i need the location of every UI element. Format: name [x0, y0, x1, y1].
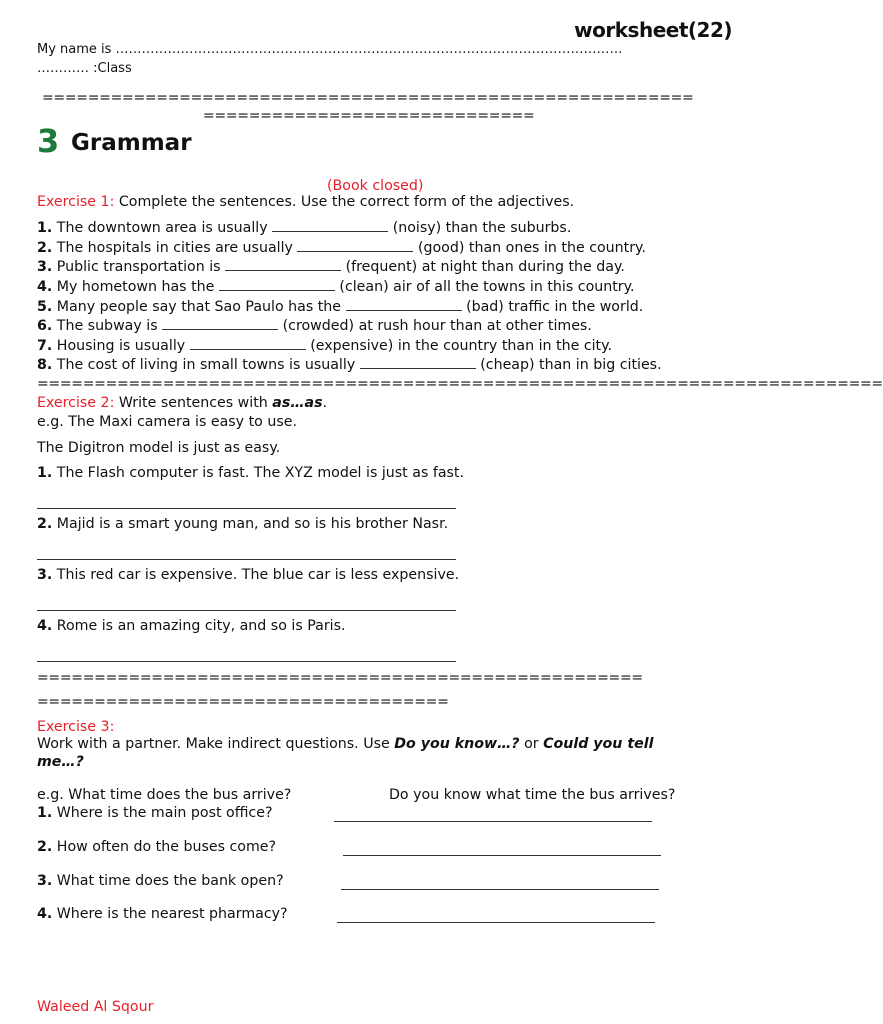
ex2-instruction-end: . — [322, 395, 328, 411]
item-number: 5. — [37, 299, 53, 315]
ex3-example-question: e.g. What time does the bus arrive? — [37, 787, 292, 803]
item-text: Rome is an amazing city, and so is Paris. — [56, 618, 346, 634]
item-text: This red car is expensive. The blue car is less expensive. — [56, 567, 460, 583]
item-text-before: Housing is usually — [56, 338, 186, 354]
ex3-example-answer: Do you know what time the bus arrives? — [389, 787, 676, 803]
item-text-after: (noisy) than the suburbs. — [392, 220, 572, 236]
author-name: Waleed Al Sqour — [37, 999, 154, 1015]
ex3-bold-could-you-tell: Could you tell — [543, 736, 654, 752]
ex2-item — [37, 465, 464, 481]
ex3-or: or — [524, 736, 539, 752]
item-number: 2. — [37, 839, 53, 855]
item-text-after: (crowded) at rush hour than at other times. — [282, 318, 592, 334]
item-text: The Flash computer is fast. The XYZ model is just as fast. — [56, 465, 464, 481]
ex2-label: Exercise 2: — [37, 395, 115, 411]
item-text-after: (cheap) than in big cities. — [480, 357, 662, 373]
answer-blank[interactable] — [219, 278, 335, 291]
item-number: 4. — [37, 906, 53, 922]
ex1-item — [37, 278, 635, 295]
ex2-item — [37, 567, 459, 583]
answer-line[interactable] — [341, 889, 659, 890]
ex2-example: e.g. The Maxi camera is easy to use. — [37, 414, 297, 430]
answer-blank[interactable] — [297, 239, 413, 252]
item-number: 8. — [37, 357, 53, 373]
item-text: Majid is a smart young man, and so is his brother Nasr. — [56, 516, 449, 532]
answer-line[interactable] — [37, 559, 456, 560]
answer-line[interactable] — [37, 661, 456, 662]
item-text: What time does the bank open? — [56, 873, 284, 889]
ex1-heading — [37, 194, 574, 210]
item-number: 3. — [37, 873, 53, 889]
ex1-instruction: Complete the sentences. Use the correct form of the adjectives. — [118, 194, 575, 210]
unit-number: 3 — [37, 122, 60, 160]
item-number: 2. — [37, 240, 53, 256]
ex1-item — [37, 239, 646, 256]
item-number: 4. — [37, 618, 53, 634]
separator: ========================================================= — [42, 90, 694, 106]
item-number: 6. — [37, 318, 53, 334]
separator: ===================================================== — [37, 670, 643, 686]
ex1-item — [37, 356, 662, 373]
item-text: Where is the main post office? — [56, 805, 273, 821]
item-number: 7. — [37, 338, 53, 354]
item-text-before: My hometown has the — [56, 279, 215, 295]
item-text: How often do the buses come? — [56, 839, 277, 855]
separator: ============================= — [203, 108, 535, 124]
answer-blank[interactable] — [272, 219, 388, 232]
unit-title: Grammar — [71, 130, 192, 156]
ex3-item — [37, 873, 284, 889]
answer-blank[interactable] — [346, 298, 462, 311]
ex3-label: Exercise 3: — [37, 719, 115, 735]
class-line: ………… :Class — [37, 61, 132, 76]
ex3-instruction — [37, 736, 653, 752]
ex1-item — [37, 317, 592, 334]
answer-line[interactable] — [37, 610, 456, 611]
item-number: 4. — [37, 279, 53, 295]
item-text-after: (bad) traffic in the world. — [466, 299, 644, 315]
item-text-before: The cost of living in small towns is usually — [56, 357, 356, 373]
ex2-instruction-bold: as…as — [272, 395, 323, 411]
item-text-before: The downtown area is usually — [56, 220, 268, 236]
item-text: Where is the nearest pharmacy? — [56, 906, 288, 922]
ex1-item — [37, 219, 571, 236]
ex3-item — [37, 805, 273, 821]
item-number: 3. — [37, 567, 53, 583]
item-text-before: Public transportation is — [56, 259, 221, 275]
item-number: 1. — [37, 465, 53, 481]
separator: ========================================================================== — [37, 376, 883, 392]
item-number: 2. — [37, 516, 53, 532]
worksheet-title: worksheet(22) — [574, 18, 732, 42]
ex2-instruction: Write sentences with — [118, 395, 268, 411]
ex3-bold-do-you-know: Do you know…? — [394, 736, 520, 752]
ex1-item — [37, 337, 612, 354]
item-text-after: (good) than ones in the country. — [417, 240, 646, 256]
answer-line[interactable] — [337, 922, 655, 923]
answer-line[interactable] — [343, 855, 661, 856]
ex2-item — [37, 618, 346, 634]
item-text-after: (expensive) in the country than in the city. — [310, 338, 613, 354]
ex3-bold-me: me…? — [37, 754, 84, 770]
book-closed-note: (Book closed) — [327, 178, 424, 194]
ex2-example: The Digitron model is just as easy. — [37, 440, 281, 456]
answer-blank[interactable] — [225, 258, 341, 271]
ex3-item — [37, 839, 276, 855]
ex3-item — [37, 906, 288, 922]
name-line: My name is ……………………………………………………………………………………………………… — [37, 42, 623, 57]
item-text-before: Many people say that Sao Paulo has the — [56, 299, 342, 315]
ex1-label: Exercise 1: — [37, 194, 115, 210]
item-number: 1. — [37, 805, 53, 821]
answer-blank[interactable] — [162, 317, 278, 330]
ex2-item — [37, 516, 448, 532]
item-number: 3. — [37, 259, 53, 275]
answer-blank[interactable] — [360, 356, 476, 369]
item-text-before: The hospitals in cities are usually — [56, 240, 293, 256]
item-text-after: (clean) air of all the towns in this country. — [339, 279, 635, 295]
ex2-heading — [37, 395, 327, 411]
answer-blank[interactable] — [190, 337, 306, 350]
item-text-after: (frequent) at night than during the day. — [345, 259, 625, 275]
answer-line[interactable] — [334, 821, 652, 822]
ex1-item — [37, 258, 625, 275]
separator: ==================================== — [37, 694, 449, 710]
item-number: 1. — [37, 220, 53, 236]
ex3-instruction-text: Work with a partner. Make indirect questions. Use — [37, 736, 390, 752]
answer-line[interactable] — [37, 508, 456, 509]
ex1-item — [37, 298, 643, 315]
item-text-before: The subway is — [56, 318, 158, 334]
